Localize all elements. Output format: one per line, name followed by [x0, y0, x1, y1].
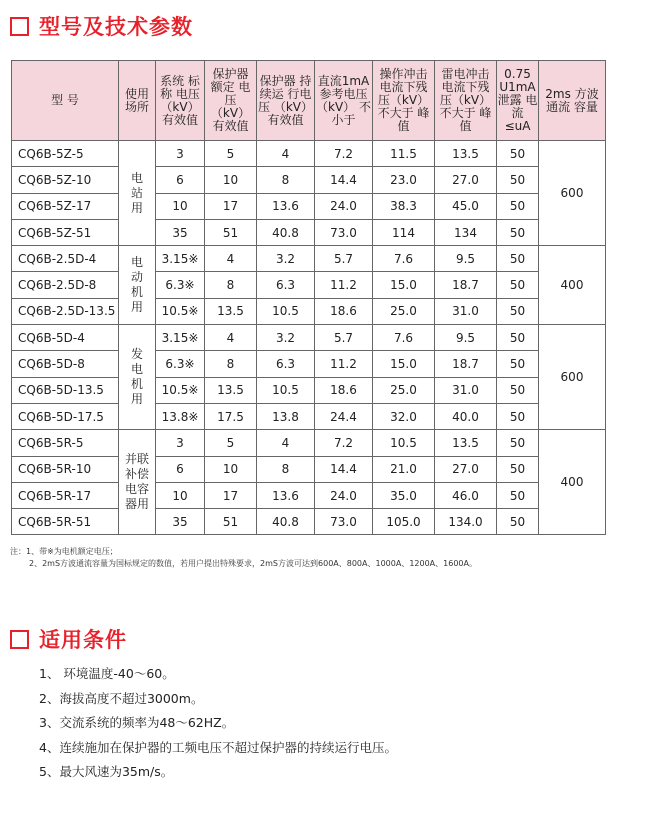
value-cell: 13.5 — [205, 298, 257, 324]
table-row — [12, 377, 606, 403]
model-cell: CQ6B-5Z-10 — [12, 167, 119, 193]
capacity-cell: 400 — [539, 430, 606, 535]
note-2: 2、2mS方波通流容量为国标规定的数值，若用户提出特殊要求，2mS方波可达到600A、800A、1000A、1200A、1600A。 — [29, 559, 477, 568]
value-cell: 18.7 — [435, 351, 497, 377]
value-cell: 10 — [205, 167, 257, 193]
condition-item: 2、海拔高度不超过3000m。 — [39, 690, 204, 706]
value-cell: 25.0 — [373, 298, 435, 324]
value-cell: 35 — [156, 509, 205, 535]
value-cell: 10 — [156, 193, 205, 219]
value-cell: 35 — [156, 219, 205, 245]
column-header: 保护器 额定 电压 （kV） 有效值 — [205, 61, 257, 141]
table-row — [12, 325, 606, 351]
column-header: 雷电冲击 电流下残 压（kV） 不大于 峰值 — [435, 61, 497, 141]
value-cell: 40.8 — [257, 509, 315, 535]
capacity-cell: 600 — [539, 325, 606, 430]
usage-place-label: 发电机用 — [130, 347, 143, 407]
value-cell: 14.4 — [315, 167, 373, 193]
value-cell: 11.2 — [315, 351, 373, 377]
usage-place-cell — [119, 430, 156, 535]
value-cell: 40.8 — [257, 219, 315, 245]
value-cell: 23.0 — [373, 167, 435, 193]
value-cell: 17 — [205, 193, 257, 219]
value-cell: 35.0 — [373, 482, 435, 508]
table-row — [12, 167, 606, 193]
table-notes — [10, 546, 477, 570]
value-cell: 31.0 — [435, 298, 497, 324]
value-cell: 51 — [205, 509, 257, 535]
value-cell: 24.0 — [315, 482, 373, 508]
usage-place-label: 并联补偿电容器用 — [124, 452, 149, 512]
table-row — [12, 403, 606, 429]
model-cell: CQ6B-5D-8 — [12, 351, 119, 377]
value-cell: 21.0 — [373, 456, 435, 482]
value-cell: 50 — [497, 167, 539, 193]
value-cell: 50 — [497, 298, 539, 324]
model-cell: CQ6B-5D-4 — [12, 325, 119, 351]
value-cell: 3.2 — [257, 325, 315, 351]
model-cell: CQ6B-5R-51 — [12, 509, 119, 535]
value-cell: 13.8 — [257, 403, 315, 429]
value-cell: 6.3※ — [156, 272, 205, 298]
model-cell: CQ6B-5R-10 — [12, 456, 119, 482]
table-row — [12, 351, 606, 377]
value-cell: 50 — [497, 377, 539, 403]
value-cell: 38.3 — [373, 193, 435, 219]
column-header: 2ms 方波 通流 容量 — [539, 61, 606, 141]
value-cell: 3.2 — [257, 246, 315, 272]
value-cell: 50 — [497, 456, 539, 482]
value-cell: 9.5 — [435, 246, 497, 272]
value-cell: 10 — [156, 482, 205, 508]
value-cell: 114 — [373, 219, 435, 245]
value-cell: 4 — [205, 246, 257, 272]
value-cell: 50 — [497, 141, 539, 167]
value-cell: 15.0 — [373, 272, 435, 298]
value-cell: 9.5 — [435, 325, 497, 351]
value-cell: 6 — [156, 456, 205, 482]
section-square-icon — [10, 17, 29, 36]
table-row — [12, 298, 606, 324]
usage-place-cell — [119, 141, 156, 246]
value-cell: 24.4 — [315, 403, 373, 429]
value-cell: 6.3 — [257, 351, 315, 377]
section-title-text: 适用条件 — [39, 628, 127, 652]
value-cell: 4 — [257, 430, 315, 456]
model-cell: CQ6B-5Z-5 — [12, 141, 119, 167]
table-row — [12, 193, 606, 219]
value-cell: 32.0 — [373, 403, 435, 429]
value-cell: 10.5 — [373, 430, 435, 456]
value-cell: 15.0 — [373, 351, 435, 377]
column-header: 使用 场所 — [119, 61, 156, 141]
value-cell: 18.6 — [315, 298, 373, 324]
value-cell: 7.6 — [373, 246, 435, 272]
value-cell: 50 — [497, 325, 539, 351]
value-cell: 5.7 — [315, 246, 373, 272]
value-cell: 11.2 — [315, 272, 373, 298]
value-cell: 17.5 — [205, 403, 257, 429]
value-cell: 13.5 — [205, 377, 257, 403]
value-cell: 4 — [205, 325, 257, 351]
value-cell: 5 — [205, 141, 257, 167]
conditions-list — [39, 662, 397, 785]
value-cell: 25.0 — [373, 377, 435, 403]
value-cell: 73.0 — [315, 219, 373, 245]
note-1: 注：1、带※为电机额定电压； — [10, 547, 118, 556]
usage-place-label: 电动机用 — [130, 255, 143, 315]
value-cell: 4 — [257, 141, 315, 167]
model-cell: CQ6B-5Z-51 — [12, 219, 119, 245]
value-cell: 51 — [205, 219, 257, 245]
value-cell: 10.5 — [257, 298, 315, 324]
value-cell: 50 — [497, 272, 539, 298]
model-cell: CQ6B-5R-5 — [12, 430, 119, 456]
value-cell: 6.3 — [257, 272, 315, 298]
section-title-conditions — [10, 624, 127, 654]
table-row — [12, 509, 606, 535]
value-cell: 13.8※ — [156, 403, 205, 429]
value-cell: 40.0 — [435, 403, 497, 429]
value-cell: 18.6 — [315, 377, 373, 403]
value-cell: 73.0 — [315, 509, 373, 535]
usage-place-cell — [119, 246, 156, 325]
column-header: 0.75 U1mA 泄露 电流 ≤uA — [497, 61, 539, 141]
value-cell: 105.0 — [373, 509, 435, 535]
value-cell: 50 — [497, 246, 539, 272]
value-cell: 10.5 — [257, 377, 315, 403]
value-cell: 3 — [156, 141, 205, 167]
value-cell: 8 — [257, 456, 315, 482]
model-cell: CQ6B-5D-17.5 — [12, 403, 119, 429]
table-row — [12, 430, 606, 456]
value-cell: 27.0 — [435, 456, 497, 482]
model-cell: CQ6B-2.5D-4 — [12, 246, 119, 272]
value-cell: 50 — [497, 193, 539, 219]
spec-table — [11, 60, 606, 535]
table-row — [12, 219, 606, 245]
model-cell: CQ6B-2.5D-13.5 — [12, 298, 119, 324]
value-cell: 8 — [205, 351, 257, 377]
column-header: 直流1mA 参考电压 （kV） 不小于 — [315, 61, 373, 141]
capacity-cell: 400 — [539, 246, 606, 325]
value-cell: 18.7 — [435, 272, 497, 298]
value-cell: 134 — [435, 219, 497, 245]
section-title-specs — [10, 11, 193, 41]
capacity-cell: 600 — [539, 141, 606, 246]
usage-place-cell — [119, 325, 156, 430]
value-cell: 24.0 — [315, 193, 373, 219]
value-cell: 6.3※ — [156, 351, 205, 377]
condition-item: 4、连续施加在保护器的工频电压不超过保护器的持续运行电压。 — [39, 739, 397, 755]
value-cell: 50 — [497, 351, 539, 377]
spec-table-header — [12, 61, 606, 141]
value-cell: 3.15※ — [156, 325, 205, 351]
usage-place-label: 电站用 — [130, 170, 143, 215]
value-cell: 10 — [205, 456, 257, 482]
condition-item: 1、 环境温度-40～60。 — [39, 666, 175, 681]
table-row — [12, 456, 606, 482]
value-cell: 7.6 — [373, 325, 435, 351]
model-cell: CQ6B-5D-13.5 — [12, 377, 119, 403]
value-cell: 13.6 — [257, 482, 315, 508]
value-cell: 13.6 — [257, 193, 315, 219]
model-cell: CQ6B-5R-17 — [12, 482, 119, 508]
table-row — [12, 482, 606, 508]
table-row — [12, 141, 606, 167]
value-cell: 8 — [205, 272, 257, 298]
value-cell: 3 — [156, 430, 205, 456]
value-cell: 17 — [205, 482, 257, 508]
value-cell: 50 — [497, 482, 539, 508]
section-title-text: 型号及技术参数 — [39, 15, 193, 39]
value-cell: 50 — [497, 219, 539, 245]
value-cell: 50 — [497, 403, 539, 429]
condition-item: 3、交流系统的频率为48～62HZ。 — [39, 715, 235, 730]
value-cell: 10.5※ — [156, 298, 205, 324]
value-cell: 5.7 — [315, 325, 373, 351]
column-header: 保护器 持续运 行电压 （kV） 有效值 — [257, 61, 315, 141]
value-cell: 10.5※ — [156, 377, 205, 403]
value-cell: 7.2 — [315, 141, 373, 167]
spec-table-body — [12, 141, 606, 535]
value-cell: 8 — [257, 167, 315, 193]
model-cell: CQ6B-2.5D-8 — [12, 272, 119, 298]
value-cell: 27.0 — [435, 167, 497, 193]
table-row — [12, 272, 606, 298]
value-cell: 14.4 — [315, 456, 373, 482]
column-header: 型 号 — [12, 61, 119, 141]
model-cell: CQ6B-5Z-17 — [12, 193, 119, 219]
condition-item: 5、最大风速为35m/s。 — [39, 764, 174, 779]
value-cell: 46.0 — [435, 482, 497, 508]
value-cell: 45.0 — [435, 193, 497, 219]
value-cell: 5 — [205, 430, 257, 456]
column-header: 操作冲击 电流下残 压（kV） 不大于 峰值 — [373, 61, 435, 141]
value-cell: 50 — [497, 430, 539, 456]
value-cell: 31.0 — [435, 377, 497, 403]
column-header: 系统 标称 电压 （kV） 有效值 — [156, 61, 205, 141]
section-square-icon — [10, 630, 29, 649]
value-cell: 3.15※ — [156, 246, 205, 272]
value-cell: 13.5 — [435, 430, 497, 456]
value-cell: 7.2 — [315, 430, 373, 456]
value-cell: 13.5 — [435, 141, 497, 167]
value-cell: 11.5 — [373, 141, 435, 167]
value-cell: 6 — [156, 167, 205, 193]
value-cell: 134.0 — [435, 509, 497, 535]
table-row — [12, 246, 606, 272]
value-cell: 50 — [497, 509, 539, 535]
